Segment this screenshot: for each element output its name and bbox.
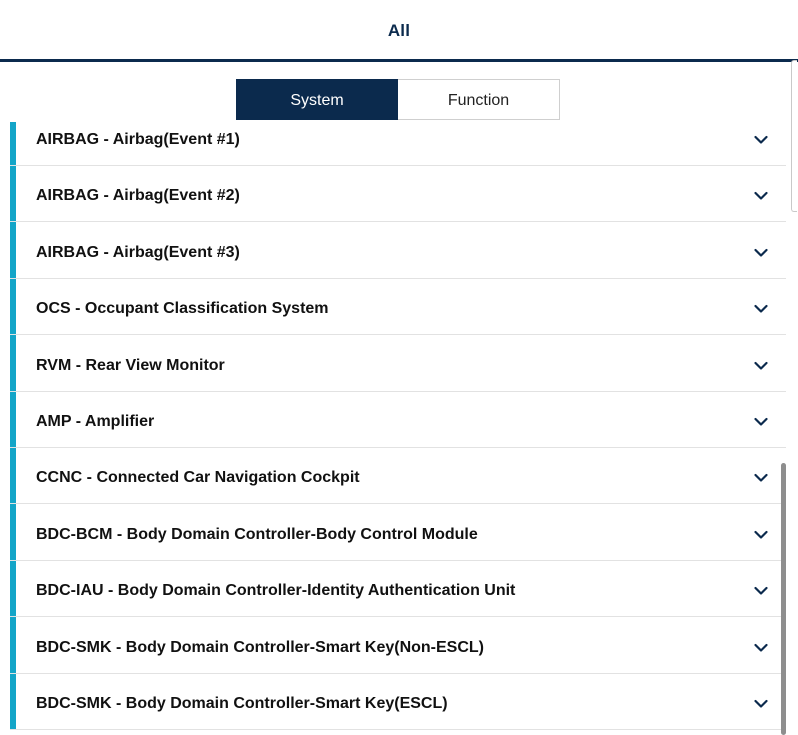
list-item[interactable]	[10, 674, 786, 730]
chevron-down-icon[interactable]	[754, 586, 768, 596]
list-item-label: CCNC - Connected Car Navigation Cockpit	[36, 469, 360, 487]
list-item-label: AIRBAG - Airbag(Event #3)	[36, 243, 240, 261]
list-item-label: AIRBAG - Airbag(Event #2)	[36, 187, 240, 205]
list-item[interactable]	[10, 335, 786, 391]
toggle-function-button[interactable]: Function	[398, 79, 560, 120]
list-item[interactable]	[10, 222, 786, 278]
row-accent-bar	[10, 561, 16, 616]
page-scrollbar[interactable]	[791, 60, 797, 212]
chevron-down-icon[interactable]	[754, 304, 768, 314]
list-item-label: OCS - Occupant Classification System	[36, 300, 329, 318]
chevron-down-icon[interactable]	[754, 699, 768, 709]
list-item[interactable]	[10, 561, 786, 617]
row-accent-bar	[10, 335, 16, 390]
chevron-down-icon[interactable]	[754, 191, 768, 201]
row-accent-bar	[10, 504, 16, 559]
header	[0, 0, 798, 60]
row-accent-bar	[10, 617, 16, 672]
list-item-label: BDC-IAU - Body Domain Controller-Identity Authentication Unit	[36, 582, 516, 600]
tab-all[interactable]: All	[387, 21, 411, 40]
list-item[interactable]	[10, 617, 786, 673]
list-item-label: AIRBAG - Airbag(Event #1)	[36, 131, 240, 148]
row-accent-bar	[10, 122, 16, 165]
list-item[interactable]	[10, 504, 786, 560]
tab-underline	[0, 59, 798, 62]
list-item[interactable]	[10, 166, 786, 222]
row-accent-bar	[10, 166, 16, 221]
list-item[interactable]	[10, 448, 786, 504]
list-item-label: BDC-SMK - Body Domain Controller-Smart Key(ESCL)	[36, 694, 448, 712]
list-scrollbar-thumb[interactable]	[781, 463, 786, 735]
list-item[interactable]	[10, 392, 786, 448]
list-item-label: RVM - Rear View Monitor	[36, 356, 225, 374]
list-item-label: AMP - Amplifier	[36, 412, 155, 430]
list-item-label: BDC-SMK - Body Domain Controller-Smart Key(Non-ESCL)	[36, 638, 485, 656]
chevron-down-icon[interactable]	[754, 417, 768, 427]
chevron-down-icon[interactable]	[754, 248, 768, 258]
row-accent-bar	[10, 448, 16, 503]
toggle-system-button[interactable]: System	[236, 79, 398, 120]
chevron-down-icon[interactable]	[754, 530, 768, 540]
row-accent-bar	[10, 674, 16, 729]
row-accent-bar	[10, 222, 16, 277]
list-item[interactable]	[10, 279, 786, 335]
chevron-down-icon[interactable]	[754, 643, 768, 653]
row-accent-bar	[10, 392, 16, 447]
chevron-down-icon[interactable]	[754, 361, 768, 371]
system-list	[10, 122, 786, 735]
list-item[interactable]	[10, 122, 786, 166]
chevron-down-icon[interactable]	[754, 473, 768, 483]
chevron-down-icon[interactable]	[754, 135, 768, 145]
list-scrollbar[interactable]	[781, 463, 787, 735]
list-item-label: BDC-BCM - Body Domain Controller-Body Control Module	[36, 525, 478, 543]
view-toggle	[236, 79, 560, 120]
row-accent-bar	[10, 279, 16, 334]
